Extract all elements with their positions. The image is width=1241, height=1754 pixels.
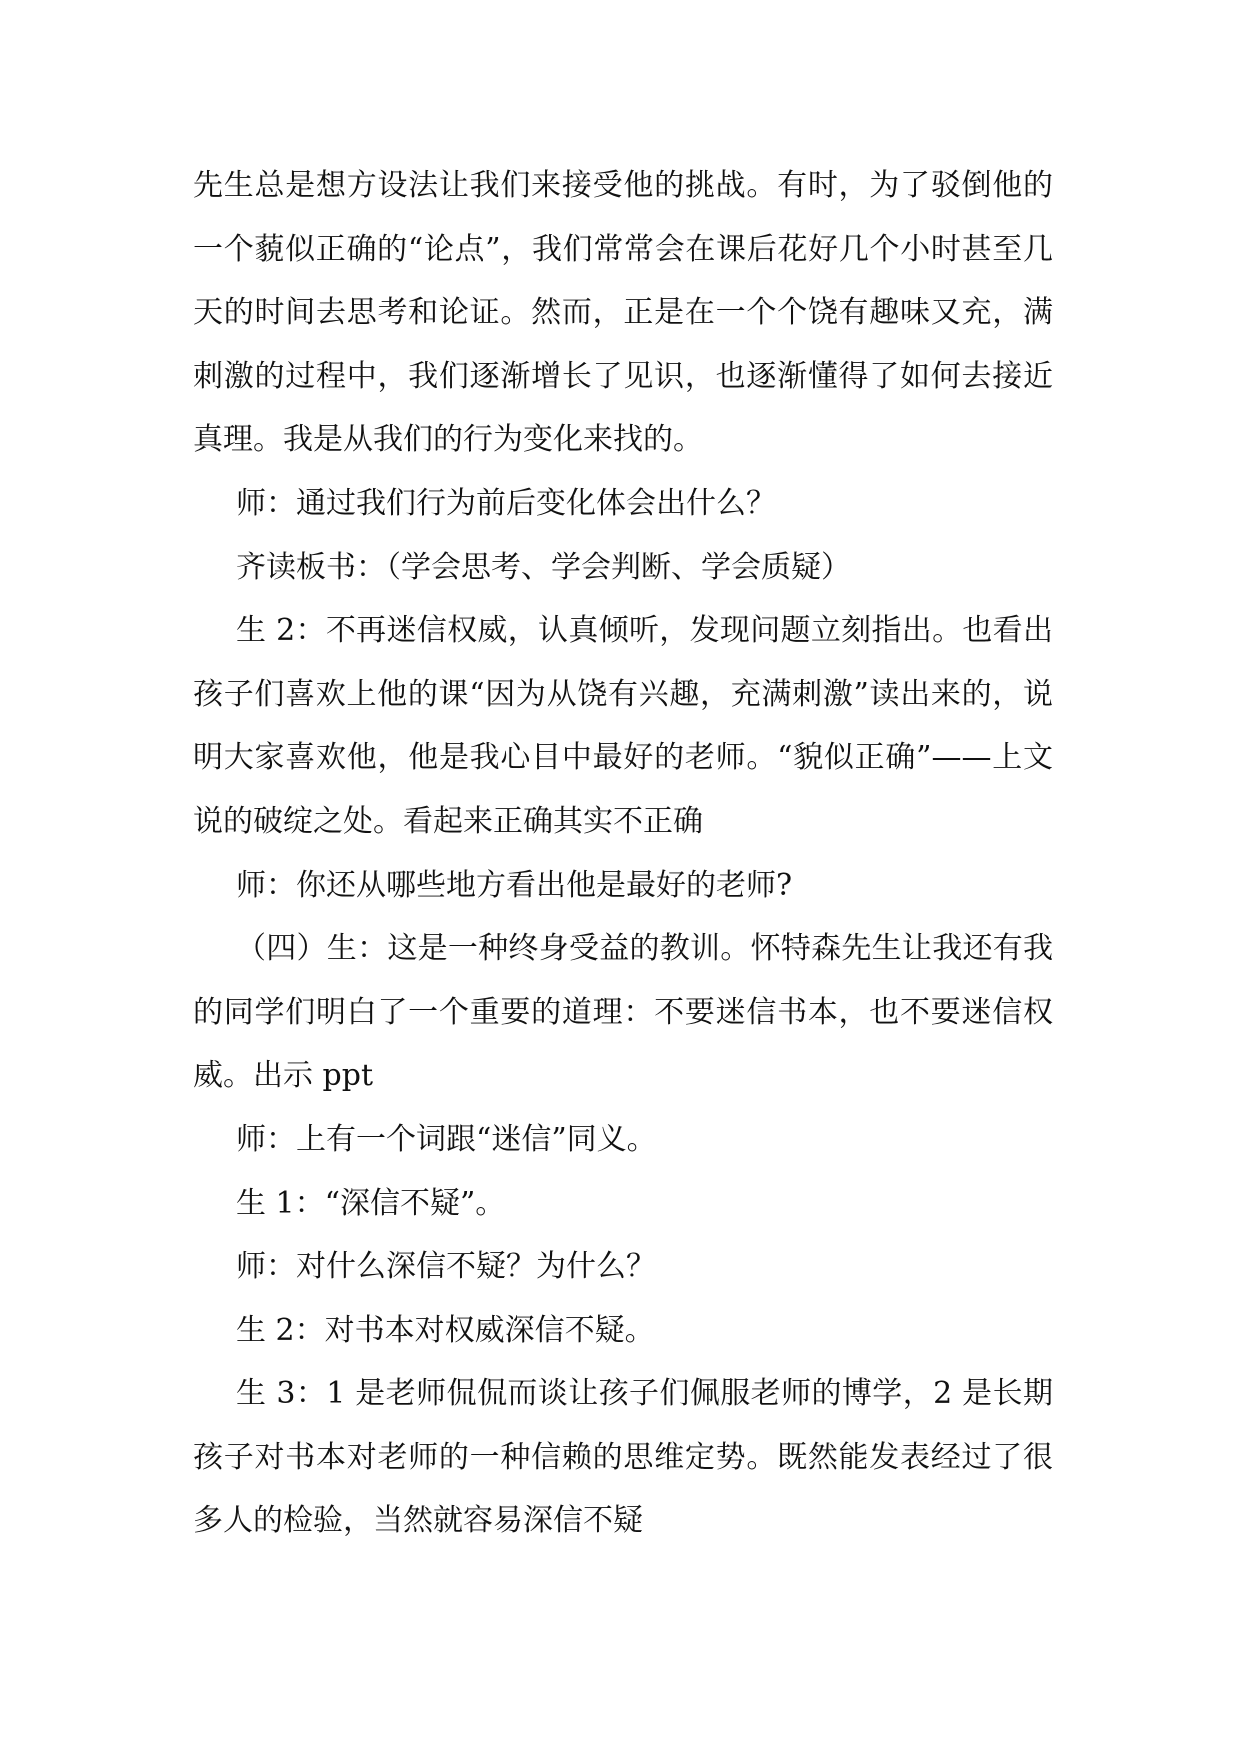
paragraph-7: 师：上有一个词跟“迷信”同义。 [236, 1121, 657, 1157]
paragraph-10: 生 2：对书本对权威深信不疑。 [236, 1312, 655, 1348]
paragraph-3: 齐读板书：（学会思考、学会判断、学会质疑） [236, 549, 851, 585]
paragraph-2: 师：通过我们行为前后变化体会出什么？ [236, 485, 776, 521]
paragraph-11: 生 3：1 是老师侃侃而谈让孩子们佩服老师的博学，2 是长期孩子对书本对老师的一种信赖的思维定势。既然能发表经过了很多人的检验，当然就容易深信不疑 [193, 1376, 1053, 1539]
paragraph-9: 师：对什么深信不疑？为什么？ [236, 1249, 656, 1285]
paragraph-1: 先生总是想方设法让我们来接受他的挑战。有时，为了驳倒他的一个藐似正确的“论点”，我们常常会在课后花好几个小时甚至几天的时间去思考和论证。然而，正是在一个个饶有趣味又充，满刺激的过程中，我们逐渐增长了见识，也逐渐懂得了如何去接近真理。我是从我们的行为变化来找的。 [193, 168, 1053, 458]
paragraph-5: 师：你还从哪些地方看出他是最好的老师? [236, 867, 793, 903]
paragraph-4: 生 2：不再迷信权威，认真倾听，发现问题立刻指出。也看出孩子们喜欢上他的课“因为从饶有兴趣，充满刺激”读出来的，说明大家喜欢他，他是我心目中最好的老师。“貌似正确”——上文说的破绽之处。看起来正确其实不正确 [193, 613, 1053, 839]
document-body [193, 154, 1053, 1553]
paragraph-8: 生 1：“深信不疑”。 [236, 1185, 506, 1221]
paragraph-6: （四）生：这是一种终身受益的教训。怀特森先生让我还有我的同学们明白了一个重要的道理：不要迷信书本，也不要迷信权威。出示 ppt [193, 931, 1053, 1094]
